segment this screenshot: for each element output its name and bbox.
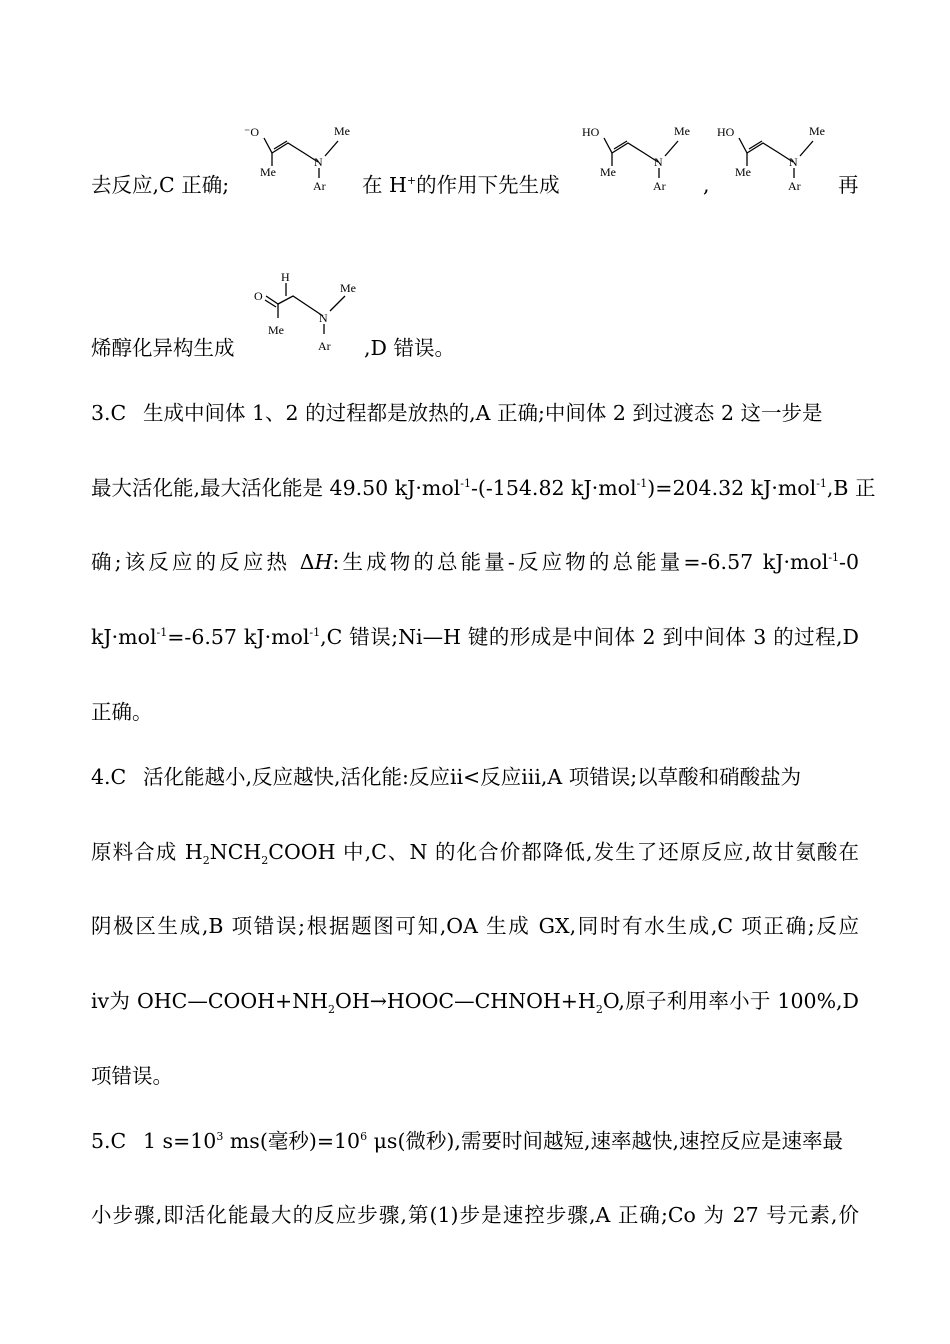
methyl-label: Me bbox=[674, 124, 690, 138]
aryl-label: Ar bbox=[788, 179, 801, 193]
methyl-label: Me bbox=[268, 323, 284, 337]
text-segment: 的作用下先生成 bbox=[416, 173, 560, 197]
text-segment: 烯醇化异构生成 bbox=[91, 336, 235, 360]
q3-line-2: 最大活化能,最大活化能是 49.50 kJ·mol$^{-1}$-(-154.82 kJ·mol$^{-1}$)=204.32 kJ·mol$^{-1}$,B 正 bbox=[91, 476, 876, 500]
answer-number: 4.C bbox=[91, 765, 127, 789]
q3-line-4: kJ·mol$^{-1}$=-6.57 kJ·mol$^{-1}$,C 错误;Ni—H 键的形成是中间体 2 到中间体 3 的过程,D bbox=[91, 625, 859, 649]
q4-line-3: 阴极区生成,B 项错误;根据题图可知,OA 生成 GX,同时有水生成,C 项正确;反应 bbox=[91, 914, 859, 938]
q4-line-1 bbox=[91, 759, 859, 795]
nitrogen-label: N bbox=[654, 155, 663, 169]
text-segment: 在 H bbox=[362, 173, 407, 197]
q4-line-2: 原料合成 $H_2NCH_2COOH$ 中,C、N 的化合价都降低,发生了还原反应,故甘氨酸在 bbox=[91, 840, 859, 868]
text-line-2 bbox=[91, 330, 235, 366]
enol-structure-1 bbox=[578, 118, 698, 198]
answer-number: 5.C bbox=[91, 1129, 127, 1153]
text-segment-end: 再 bbox=[838, 173, 859, 197]
methyl-label: Me bbox=[334, 124, 350, 138]
aldehyde-structure bbox=[248, 270, 368, 358]
q3-line-5: 正确。 bbox=[91, 700, 153, 724]
text-segment: 生成中间体 1、2 的过程都是放热的,A 正确;中间体 2 到过渡态 2 这一步是 bbox=[143, 401, 823, 425]
methyl-label: Me bbox=[809, 124, 825, 138]
hydrogen-label: H bbox=[281, 270, 290, 284]
methyl-label: Me bbox=[600, 165, 616, 179]
comma-separator: , bbox=[703, 173, 710, 197]
text-segment: 去反应,C 正确; bbox=[91, 173, 230, 197]
enolate-structure bbox=[238, 118, 358, 198]
nitrogen-label: N bbox=[789, 155, 798, 169]
aryl-label: Ar bbox=[653, 179, 666, 193]
text-segment: ,D 错误。 bbox=[364, 336, 455, 360]
text-line-2b bbox=[364, 330, 455, 366]
q5-line-2: 小步骤,即活化能最大的反应步骤,第(1)步是速控步骤,A 正确;Co 为 27 号元素,价 bbox=[91, 1203, 859, 1227]
aryl-label: Ar bbox=[318, 339, 331, 353]
oxygen-label: O bbox=[254, 289, 263, 303]
enol-structure-2 bbox=[713, 118, 833, 198]
hydroxyl-label: HO bbox=[582, 125, 600, 139]
q3-line-1 bbox=[91, 395, 859, 431]
methyl-label: Me bbox=[735, 165, 751, 179]
text-line-1b bbox=[362, 167, 560, 203]
aryl-label: Ar bbox=[313, 179, 326, 193]
q3-line-3: 确;该反应的反应热 ΔH:生成物的总能量-反应物的总能量=-6.57 kJ·mol$^{-1}$-0 bbox=[91, 550, 860, 574]
text-segment: 活化能越小,反应越快,活化能:反应ⅱ<反应ⅲ,A 项错误;以草酸和硝酸盐为 bbox=[143, 765, 802, 789]
q4-line-4: ⅳ为 $OHC—COOH+NH_2OH\to HOOC—CHNOH+H_2O$,原子利用率小于 100%,D bbox=[91, 989, 859, 1017]
superscript: + bbox=[406, 174, 417, 188]
methyl-label: Me bbox=[340, 281, 356, 295]
hydroxyl-label: HO bbox=[717, 125, 735, 139]
q4-line-5: 项错误。 bbox=[91, 1064, 173, 1088]
nitrogen-label: N bbox=[319, 311, 328, 325]
oxide-label: ⁻O bbox=[244, 125, 259, 139]
answer-number: 3.C bbox=[91, 401, 127, 425]
nitrogen-label: N bbox=[314, 155, 323, 169]
q5-line-1: 5.C 1 $s=10^3$ ms(毫秒)$=10^6$ μs(微秒),需要时间越短,速率越快,速控反应是速率最 bbox=[91, 1123, 859, 1159]
methyl-label: Me bbox=[260, 165, 276, 179]
